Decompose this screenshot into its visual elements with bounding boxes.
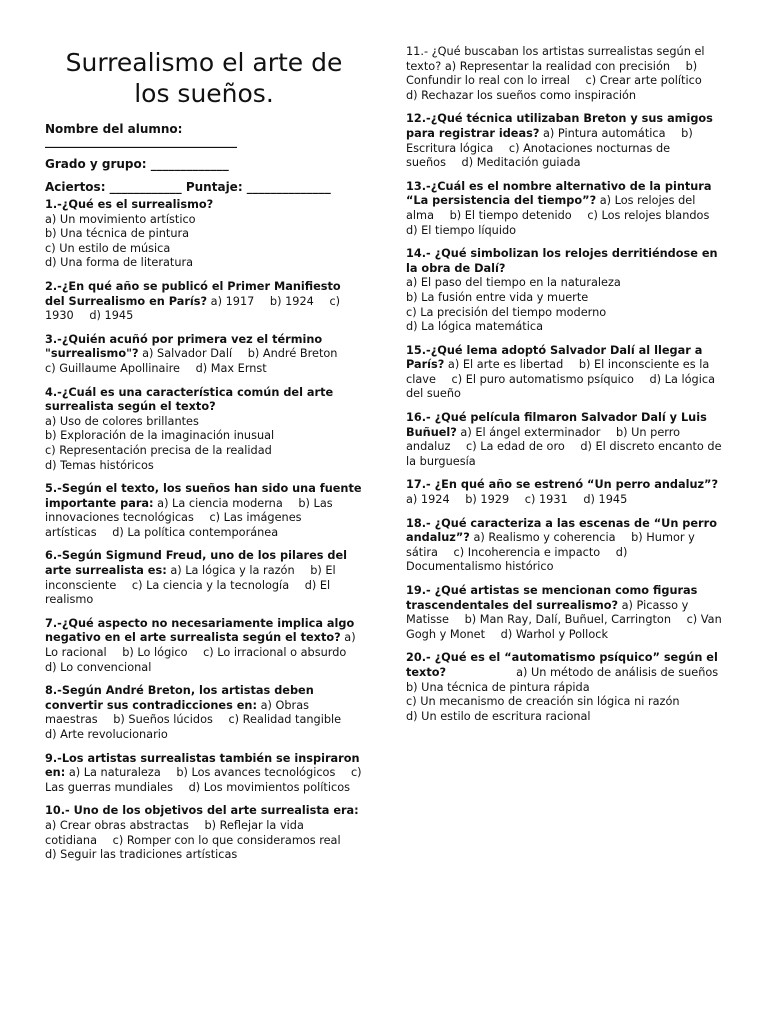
answer-option: d) Un estilo de escritura racional xyxy=(406,709,591,723)
left-column xyxy=(45,0,363,872)
answer-option: d) Los movimientos políticos xyxy=(188,780,350,794)
question-item xyxy=(45,280,363,324)
question-item xyxy=(406,247,724,335)
page-title: Surrealismo el arte de los sueños. xyxy=(65,48,343,108)
question-item xyxy=(45,482,363,540)
answer-option: c) La ciencia y la tecnología xyxy=(131,578,290,592)
answer-option: c) Realidad tangible xyxy=(228,713,342,727)
answer-option: b) Una técnica de pintura rápida xyxy=(406,680,590,694)
right-column xyxy=(406,45,724,733)
question-item xyxy=(45,617,363,675)
answer-option: d) Lo convencional xyxy=(45,660,152,674)
answer-option: b) Confundir lo real con lo irreal xyxy=(406,59,698,88)
question-item xyxy=(45,804,363,862)
answer-option: b) Reflejar la vida cotidiana xyxy=(45,818,304,847)
answer-option: c) Representación precisa de la realidad xyxy=(45,443,272,457)
answer-option: c) La precisión del tiempo moderno xyxy=(406,305,607,319)
question-item xyxy=(406,112,724,170)
answer-option: b) 1924 xyxy=(269,294,314,308)
answer-option: c) La edad de oro xyxy=(466,440,565,454)
question-item xyxy=(45,684,363,742)
answer-option: a) El arte es libertad xyxy=(447,358,564,372)
answer-option: b) Escritura lógica xyxy=(406,126,693,155)
answer-option: d) Seguir las tradiciones artísticas xyxy=(45,848,238,862)
question-options xyxy=(45,766,362,794)
question-stem: 8.-Según André Breton, los artistas deben convertir sus contradicciones en: xyxy=(45,684,314,712)
answer-option: d) Temas históricos xyxy=(45,458,154,472)
answer-option: a) Pintura automática xyxy=(542,126,666,140)
answer-option: d) 1945 xyxy=(583,493,628,507)
answer-option: d) Arte revolucionario xyxy=(45,728,168,741)
answer-option: c) Guillaume Apollinaire xyxy=(45,361,180,375)
answer-option: c) El puro automatismo psíquico xyxy=(451,372,634,386)
question-stem: 5.-Según el texto, los sueños han sido una fuente importante para: xyxy=(45,482,362,510)
question-stem: 9.-Los artistas surrealistas también se inspiraron en: xyxy=(45,751,360,780)
answer-option: d) El tiempo líquido xyxy=(406,223,517,237)
answer-option: c) Romper con lo que consideramos real xyxy=(112,833,341,847)
answer-option: d) Warhol y Pollock xyxy=(500,627,608,641)
name-line: ________________________________ xyxy=(45,134,237,148)
question-stem: 7.-¿Qué aspecto no necesariamente implica algo negativo en el arte surrealista según el texto? xyxy=(45,616,355,645)
answer-option: a) Representar la realidad con precisión xyxy=(444,59,671,73)
answer-option: c) Un mecanismo de creación sin lógica ni razón xyxy=(406,695,680,709)
question-item xyxy=(45,386,363,474)
answer-option: a) Picasso y Matisse xyxy=(406,598,689,627)
answer-option: c) Un estilo de música xyxy=(45,241,171,255)
answer-option: d) El realismo xyxy=(45,578,331,607)
answer-option: a) Los relojes del alma xyxy=(406,194,696,222)
question-stem: 17.- ¿En qué año se estrenó “Un perro andaluz”? xyxy=(406,478,719,492)
answer-option: b) André Breton xyxy=(247,347,338,361)
answer-option: a) Realismo y coherencia xyxy=(473,531,616,545)
answer-option: d) Max Ernst xyxy=(195,361,267,375)
answer-option: c) Incoherencia e impacto xyxy=(453,545,601,559)
question-stem: 11.- ¿Qué buscaban los artistas surrealistas según el texto? xyxy=(406,45,705,73)
answer-option: c) Las guerras mundiales xyxy=(45,766,362,794)
answer-option: a) 1917 xyxy=(210,294,255,308)
answer-option: a) La ciencia moderna xyxy=(157,496,283,510)
question-stem: 10.- Uno de los objetivos del arte surrealista era: xyxy=(45,804,359,818)
answer-option: b) Humor y sátira xyxy=(406,531,695,559)
answer-option: d) Rechazar los sueños como inspiración xyxy=(406,88,637,102)
answer-option: a) Crear obras abstractas xyxy=(45,818,189,832)
answer-option: a) Un movimiento artístico xyxy=(45,212,196,226)
question-stem: 13.-¿Cuál es el nombre alternativo de la pintura “La persistencia del tiempo”? xyxy=(406,179,712,208)
answer-option: d) La política contemporánea xyxy=(112,525,279,539)
answer-option: b) 1929 xyxy=(465,493,510,507)
answer-option: d) Meditación guiada xyxy=(461,156,581,170)
answer-option: c) Van Gogh y Monet xyxy=(406,613,722,641)
question-options xyxy=(406,666,724,724)
answer-option: b) Las innovaciones tecnológicas xyxy=(45,496,333,525)
answer-option: c) 1931 xyxy=(524,493,568,507)
question-stem: 20.- ¿Qué es el “automatismo psíquico” según el texto? xyxy=(406,651,718,679)
answer-option: d) Documentalismo histórico xyxy=(406,545,628,574)
answer-option: a) El ángel exterminador xyxy=(460,425,601,439)
answer-option: d) Una forma de literatura xyxy=(45,256,194,270)
question-item xyxy=(406,517,724,575)
question-item xyxy=(406,45,724,103)
answer-option: c) 1930 xyxy=(45,294,341,323)
answer-option: b) Una técnica de pintura xyxy=(45,227,190,241)
question-stem: 19.- ¿Qué artistas se mencionan como figuras trascendentales del surrealismo? xyxy=(406,584,698,612)
answer-option: b) Sueños lúcidos xyxy=(113,713,213,727)
answer-option: a) Lo racional xyxy=(45,631,356,660)
question-stem: 15.-¿Qué lema adoptó Salvador Dalí al llegar a París? xyxy=(406,343,703,372)
question-item xyxy=(406,584,724,642)
answer-option: b) La fusión entre vida y muerte xyxy=(406,290,589,304)
question-stem: 18.- ¿Qué caracteriza a las escenas de “Un perro andaluz”? xyxy=(406,516,717,545)
question-item xyxy=(45,752,363,796)
question-options xyxy=(406,493,639,506)
answer-option: c) Crear arte político xyxy=(585,74,702,88)
question-options xyxy=(406,358,715,400)
answer-option: b) El inconsciente xyxy=(45,564,336,592)
score-field: Aciertos: ____________ Puntaje: ______________ xyxy=(45,180,331,194)
answer-option: a) La naturaleza xyxy=(68,766,161,780)
question-item xyxy=(406,180,724,238)
answer-option: b) Exploración de la imaginación inusual xyxy=(45,429,275,443)
question-item xyxy=(406,651,724,724)
answer-option: b) El inconsciente es la clave xyxy=(406,358,710,386)
answer-option: c) Anotaciones nocturnas de sueños xyxy=(406,141,671,170)
group-field: Grado y grupo: _____________ xyxy=(45,157,229,171)
question-stem: 16.- ¿Qué película filmaron Salvador Dalí y Luis Buñuel? xyxy=(406,411,707,439)
question-options xyxy=(406,60,714,102)
answer-option: d) La lógica matemática xyxy=(406,320,543,334)
questions-right xyxy=(406,45,724,724)
question-item xyxy=(45,333,363,377)
answer-option: b) Man Ray, Dalí, Buñuel, Carrington xyxy=(464,613,671,627)
question-options xyxy=(406,276,724,334)
question-item xyxy=(406,344,724,402)
answer-option: b) Un perro andaluz xyxy=(406,425,681,454)
question-options xyxy=(45,819,353,861)
answer-option: a) Un método de análisis de sueños xyxy=(516,665,719,679)
answer-option: a) 1924 xyxy=(406,493,450,507)
answer-option: d) 1945 xyxy=(89,309,134,323)
question-options xyxy=(45,415,363,473)
question-item xyxy=(406,478,724,507)
answer-option: c) Los relojes blandos xyxy=(587,208,710,222)
answer-option: d) El discreto encanto de la burguesía xyxy=(406,440,722,468)
answer-option: c) Las imágenes artísticas xyxy=(45,511,302,539)
student-form xyxy=(45,122,363,194)
question-stem: 14.- ¿Qué simbolizan los relojes derritiéndose en la obra de Dalí? xyxy=(406,247,718,275)
answer-option: a) Obras maestras xyxy=(45,698,309,727)
question-stem: 4.-¿Cuál es una característica común del arte surrealista según el texto? xyxy=(45,385,334,414)
answer-option: a) El paso del tiempo en la naturaleza xyxy=(406,276,621,290)
answer-option: b) Los avances tecnológicos xyxy=(176,766,336,780)
answer-option: b) Lo lógico xyxy=(122,646,188,660)
question-item xyxy=(406,411,724,469)
answer-option: d) La lógica del sueño xyxy=(406,372,715,401)
questions-left xyxy=(45,198,363,863)
question-stem: 12.-¿Qué técnica utilizaban Breton y sus amigos para registrar ideas? xyxy=(406,112,713,140)
question-stem: 2.-¿En qué año se publicó el Primer Manifiesto del Surrealismo en París? xyxy=(45,279,341,308)
name-label: Nombre del alumno: xyxy=(45,122,183,136)
question-stem: 3.-¿Quién acuñó por primera vez el término "surrealismo"? xyxy=(45,332,323,361)
answer-option: a) La lógica y la razón xyxy=(170,564,295,578)
answer-option: a) Salvador Dalí xyxy=(142,347,233,361)
question-item xyxy=(45,549,363,607)
question-stem: 6.-Según Sigmund Freud, uno de los pilares del arte surrealista es: xyxy=(45,549,348,578)
answer-option: b) El tiempo detenido xyxy=(449,208,572,222)
question-item xyxy=(45,198,363,271)
question-stem: 1.-¿Qué es el surrealismo? xyxy=(45,198,214,211)
answer-option: c) Lo irracional o absurdo xyxy=(203,646,347,660)
question-options xyxy=(45,213,363,271)
answer-option: a) Uso de colores brillantes xyxy=(45,414,199,428)
